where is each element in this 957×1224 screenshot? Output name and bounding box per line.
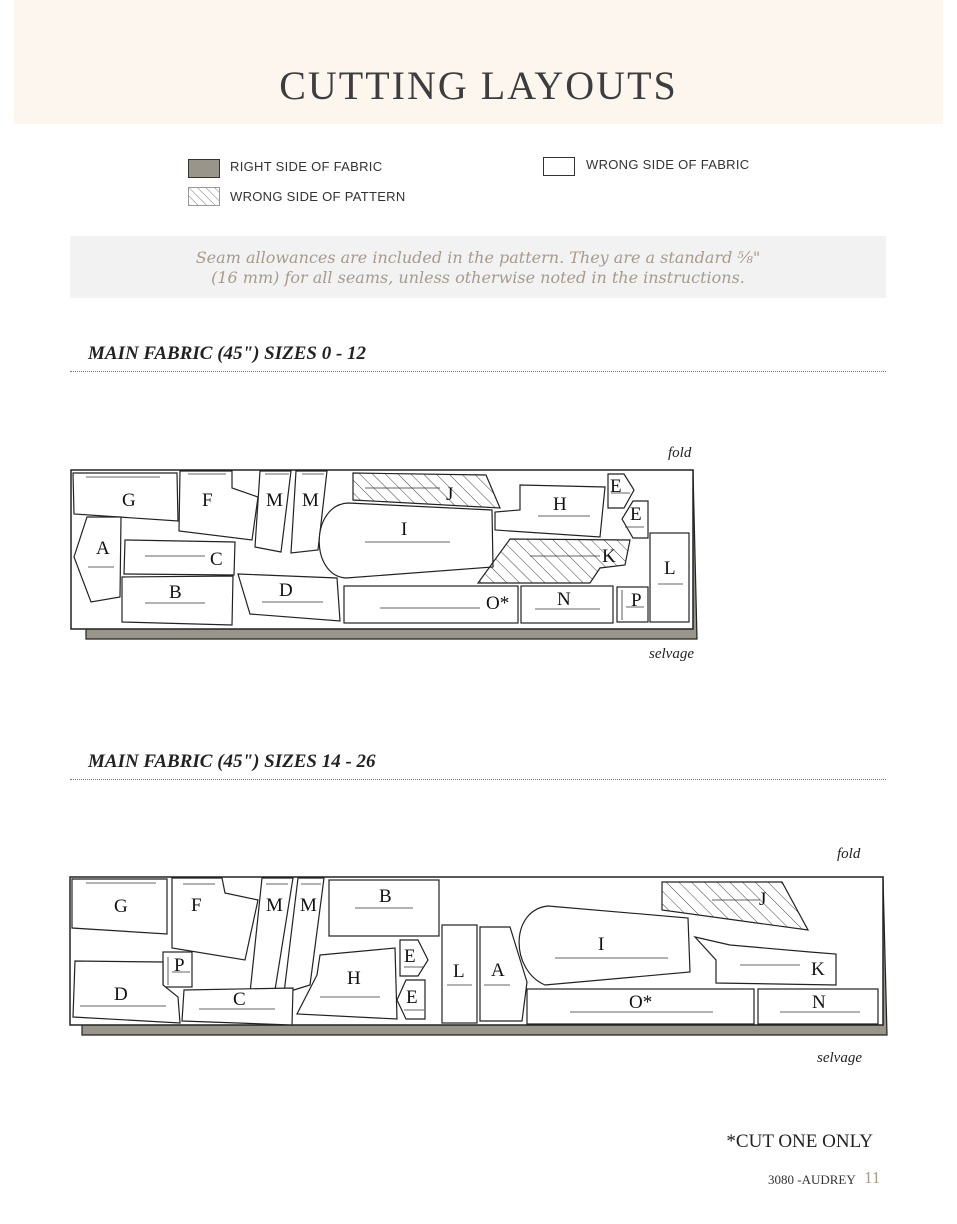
piece-label: H <box>347 968 361 989</box>
cutting-layout-sizes-14-26 <box>60 866 900 1046</box>
right-side-label: RIGHT SIDE OF FABRIC <box>230 159 383 174</box>
piece-label: B <box>379 886 392 907</box>
piece-label: C <box>210 549 223 570</box>
page-title: CUTTING LAYOUTS <box>279 63 678 108</box>
selvage-label: selvage <box>649 646 694 662</box>
seam-allowance-note <box>70 236 886 298</box>
piece-label: E <box>610 476 622 497</box>
wrong-side-fabric-swatch <box>543 157 575 176</box>
piece-label: N <box>557 589 571 610</box>
cutting-layout-sizes-0-12 <box>60 460 710 650</box>
layout-title-sizes-14-26: MAIN FABRIC (45") SIZES 14 - 26 <box>88 751 376 772</box>
piece-label: G <box>122 490 136 511</box>
piece-label: M <box>300 895 317 916</box>
cut-one-only-note: *CUT ONE ONLY <box>726 1131 873 1152</box>
piece-label: E <box>404 946 416 967</box>
wrong-side-pattern-label: WRONG SIDE OF PATTERN <box>230 189 406 204</box>
wrong-side-pattern-swatch <box>188 187 220 206</box>
piece-label: K <box>602 546 616 567</box>
piece-label: I <box>598 934 605 955</box>
pattern-code: 3080 -AUDREY <box>768 1172 856 1187</box>
piece-label: E <box>630 504 642 525</box>
piece-label: J <box>759 889 767 910</box>
piece-label: L <box>453 961 465 982</box>
fold-label: fold <box>837 846 861 862</box>
wrong-side-fabric-label: WRONG SIDE OF FABRIC <box>586 157 750 172</box>
piece-label: B <box>169 582 182 603</box>
piece-label: O* <box>629 992 653 1013</box>
note-line-1: Seam allowances are included in the pattern. They are a standard ⅝" <box>195 248 761 267</box>
piece-label: M <box>266 490 283 511</box>
piece-label: D <box>114 984 128 1005</box>
piece-label: H <box>553 494 567 515</box>
piece-label: C <box>233 989 246 1010</box>
piece-label: I <box>401 519 408 540</box>
piece-label: P <box>174 955 185 976</box>
piece-label: D <box>279 580 293 601</box>
selvage-label: selvage <box>817 1050 862 1066</box>
piece-label: A <box>96 538 110 559</box>
piece-label: P <box>631 590 642 611</box>
piece-label: L <box>664 558 676 579</box>
piece-label: N <box>812 992 826 1013</box>
layout-title-sizes-0-12: MAIN FABRIC (45") SIZES 0 - 12 <box>88 343 367 364</box>
piece-label: F <box>191 895 202 916</box>
section-divider <box>70 779 886 780</box>
piece-label: K <box>811 959 825 980</box>
piece-label: M <box>302 490 319 511</box>
piece-label: J <box>446 484 454 505</box>
piece-label: G <box>114 896 128 917</box>
piece-label: O* <box>486 593 510 614</box>
page-number: 11 <box>864 1168 881 1187</box>
fold-label: fold <box>668 445 692 461</box>
right-side-swatch <box>188 159 220 178</box>
section-divider <box>70 371 886 372</box>
piece-label: E <box>406 987 418 1008</box>
note-line-2: (16 mm) for all seams, unless otherwise noted in the instructions. <box>211 268 745 287</box>
piece-label: M <box>266 895 283 916</box>
piece-label: A <box>491 960 505 981</box>
piece-label: F <box>202 490 213 511</box>
